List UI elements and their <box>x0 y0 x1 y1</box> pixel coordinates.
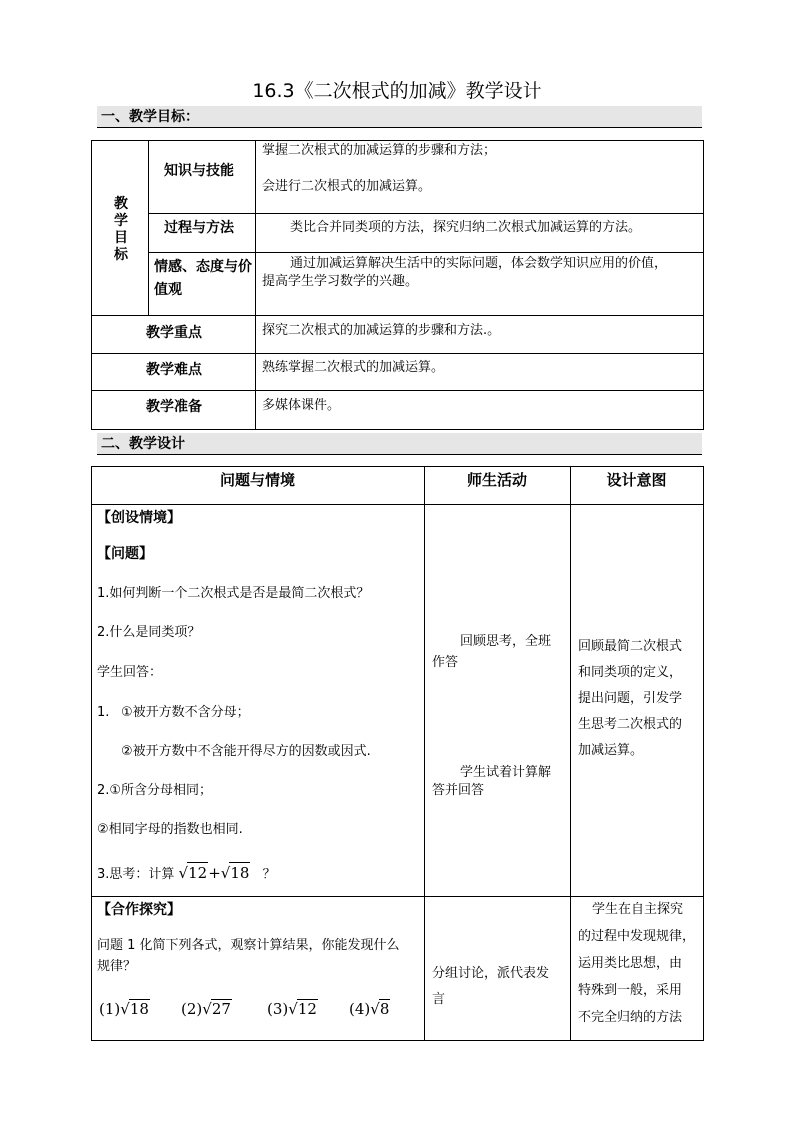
section-heading-design: 二、教学设计 <box>97 433 702 455</box>
page-title: 16.3《二次根式的加减》教学设计 <box>252 80 542 102</box>
activity-3-line-2: 言 <box>432 992 446 1007</box>
answer-1-number: 1. <box>97 705 110 720</box>
emotion-label-1: 情感、态度与价 <box>154 259 252 275</box>
knowledge-text-1: 掌握二次根式的加减运算的步骤和方法； <box>262 143 497 158</box>
emotion-text-2: 提高学生学习数学的兴趣。 <box>262 274 419 289</box>
answer-1-part-1: ①被开方数不含分母； <box>121 705 250 720</box>
col-header-intent: 设计意图 <box>606 471 667 489</box>
col-header-activity: 师生活动 <box>466 471 527 489</box>
question-2: 2.什么是同类项？ <box>97 625 201 640</box>
key-label: 教学重点 <box>146 325 202 341</box>
answer-2-part-1: 2.①所含分母相同； <box>97 783 213 798</box>
answer-label: 学生回答： <box>97 665 163 680</box>
key-text: 探究二次根式的加减运算的步骤和方法.。 <box>262 323 501 338</box>
section-heading-goals: 一、教学目标： <box>97 106 702 128</box>
problem-1-line-2: 规律？ <box>97 959 137 974</box>
difficulty-text: 熟练掌握二次根式的加减运算。 <box>262 360 445 375</box>
prep-label: 教学准备 <box>146 399 202 415</box>
difficulty-label: 教学难点 <box>146 362 202 378</box>
activity-1-line-1: 回顾思考，全班 <box>460 634 552 649</box>
inquiry-title: 【合作探究】 <box>97 902 181 918</box>
activity-2-line-2: 答并回答 <box>432 783 485 798</box>
problem-title: 【问题】 <box>97 546 153 562</box>
problem-item: (3)√12 <box>267 1000 317 1018</box>
answer-2-part-2: ②相同字母的指数也相同. <box>97 822 243 837</box>
question-3-expression: √12+√18 <box>178 864 250 882</box>
knowledge-label: 知识与技能 <box>164 163 234 179</box>
activity-1-line-2: 作答 <box>432 655 459 670</box>
question-3 <box>97 862 276 885</box>
process-label: 过程与方法 <box>164 220 234 236</box>
scenario-title: 【创设情境】 <box>97 510 181 526</box>
answer-1-part-2: ②被开方数中不含能开得尽方的因数或因式. <box>121 744 371 759</box>
problem-item: (1)√18 <box>99 1000 149 1018</box>
problem-item: (2)√27 <box>181 1000 231 1018</box>
activity-2-line-1: 学生试着计算解 <box>460 765 552 780</box>
prep-text: 多媒体课件。 <box>262 398 341 413</box>
problem-item: (4)√8 <box>349 1000 390 1018</box>
emotion-label-2: 值观 <box>154 282 182 298</box>
problem-1-line-1: 问题 1 化简下列各式，观察计算结果，你能发现什么 <box>97 938 400 953</box>
knowledge-text-2: 会进行二次根式的加减运算。 <box>262 179 432 194</box>
question-1: 1.如何判断一个二次根式是否是最简二次根式？ <box>97 586 370 601</box>
process-text: 类比合并同类项的方法，探究归纳二次根式加减运算的方法。 <box>290 220 642 235</box>
question-3-suffix: ？ <box>262 867 276 882</box>
col-header-problem: 问题与情境 <box>219 471 295 489</box>
intent-1: 回顾最简二次根式 和同类项的定义， 提出问题，引发学 生思考二次根式的 加减运算。 <box>578 639 683 758</box>
goals-side-label: 教 学 目 标 <box>114 196 128 263</box>
intent-2: 学生在自主探究 的过程中发现规律， 运用类比思想，由 特殊到一般，采用 不完全归纳的方法 <box>578 902 696 1025</box>
emotion-text-1: 通过加减运算解决生活中的实际问题，体会数学知识应用的价值， <box>290 256 668 271</box>
question-3-prefix: 3.思考：计算 <box>97 867 175 882</box>
problem-1-items <box>99 999 390 1018</box>
activity-3-line-1: 分组讨论，派代表发 <box>432 966 550 981</box>
